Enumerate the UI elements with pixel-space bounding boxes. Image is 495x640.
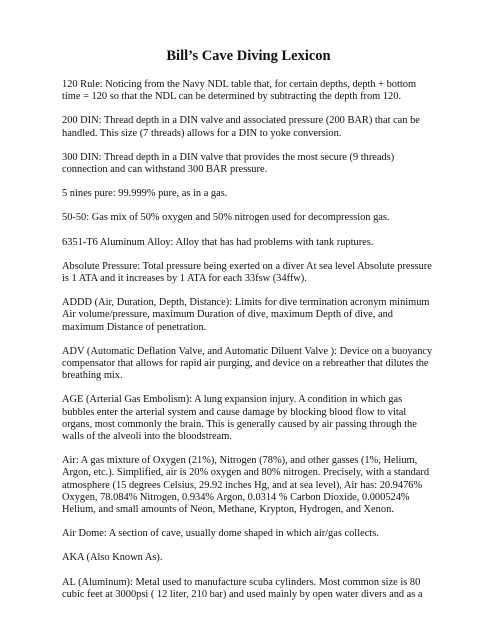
lexicon-entry: AGE (Arterial Gas Embolism): A lung expansion injury. A condition in which gas bubbles enter the arterial system and cause damage by blocking blood flow to vital organs, most commonly the brain. This is generally caused by air passing through the walls of the alveoli into the bloodstream. [62,394,417,443]
lexicon-entry: 200 DIN: Thread depth in a DIN valve and associated pressure (200 BAR) that can be handled. This size (7 threads) allows for a DIN to yoke conversion. [62,115,420,139]
lexicon-entry: AKA (Also Known As). [62,552,163,564]
lexicon-entry: ADDD (Air, Duration, Depth, Distance): Limits for dive termination acronym minimum Air volume/pressure, maximum Duration of dive, maximum Depth of dive, and maximum Distance of penetration. [62,297,430,333]
lexicon-entry: ADV (Automatic Deflation Valve, and Automatic Diluent Valve ): Device on a buoyancy compensator that allows for rapid air purging, and device on a rebreather that dilutes the breathing mix. [62,345,433,382]
lexicon-entries [62,79,435,601]
lexicon-entry: Air: A gas mixture of Oxygen (21%), Nitrogen (78%), and other gasses (1%, Helium, Argon, etc.). Simplified, air is 20% oxygen and 80% nitrogen. Precisely, with a standard atmosphere (15 degrees Celsius, 29.92 inches Hg, and at sea level), Air has: 20.9476% Oxygen, 78.084% Nitrogen, 0.934% Argon, 0.0314 % Carbon Dioxide, 0.000524% Helium, and small amounts of Neon, Methane, Krypton, Hydrogen, and Xenon. [62,455,430,516]
document-title: Bill’s Cave Diving Lexicon [166,48,331,64]
lexicon-entry: 300 DIN: Thread depth in a DIN valve that provides the most secure (9 threads) connection and can withstand 300 BAR pressure. [62,151,395,176]
lexicon-entry: Absolute Pressure: Total pressure being exerted on a diver At sea level Absolute pressure is 1 ATA and it increases by 1 ATA for each 33fsw (34ffw). [62,260,432,285]
lexicon-entry: 6351-T6 Aluminum Alloy: Alloy that has had problems with tank ruptures. [62,236,374,248]
lexicon-entry: AL (Aluminum): Metal used to manufacture scuba cylinders. Most common size is 80 cubic feet at 3000psi ( 12 liter, 210 bar) and used mainly by open water divers and as a [62,576,423,600]
lexicon-entry: 120 Rule: Noticing from the Navy NDL table that, for certain depths, depth + bottom time = 120 so that the NDL can be determined by subtracting the depth from 120. [62,79,417,103]
lexicon-entry: 50-50: Gas mix of 50% oxygen and 50% nitrogen used for decompression gas. [62,212,390,224]
lexicon-entry: Air Dome: A section of cave, usually dome shaped in which air/gas collects. [62,528,379,540]
lexicon-entry: 5 nines pure: 99.999% pure, as in a gas. [62,188,228,200]
